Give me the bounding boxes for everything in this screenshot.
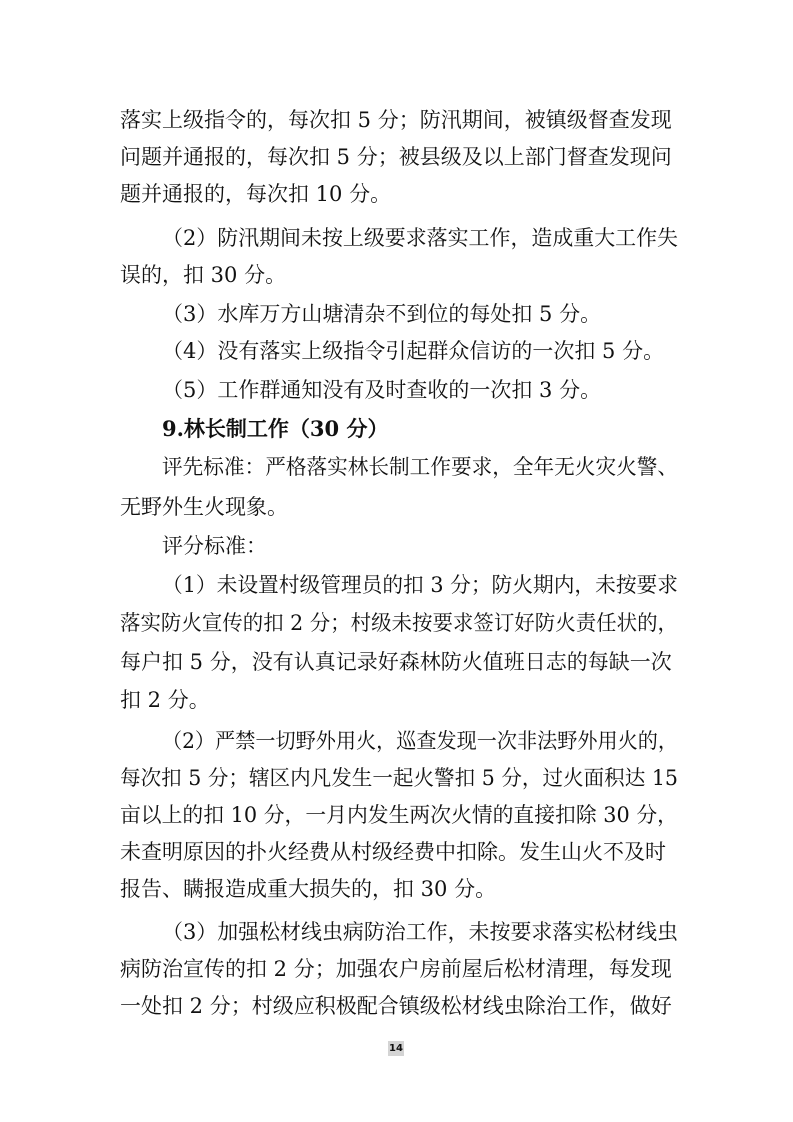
text-line-content: （3）加强松材线虫病防治工作，未按要求落实松材线虫	[162, 920, 678, 944]
text-line-content: 问题并通报的，每次扣 5 分；被县级及以上部门督查发现问	[120, 145, 672, 169]
text-line	[0, 567, 793, 603]
text-line-content: 每次扣 5 分；辖区内凡发生一起火警扣 5 分，过火面积达 15	[120, 766, 678, 790]
text-line-content: （2）防汛期间未按上级要求落实工作，造成重大工作失	[162, 226, 678, 250]
text-line	[0, 644, 793, 680]
text-line-content: （3）水库万方山塘清杂不到位的每处扣 5 分。	[162, 302, 602, 326]
text-line	[0, 372, 793, 408]
text-line	[0, 257, 793, 293]
text-line-content: 每户扣 5 分，没有认真记录好森林防火值班日志的每缺一次	[120, 650, 672, 674]
page-number: 14	[389, 1043, 403, 1054]
text-line-content: （5）工作群通知没有及时查收的一次扣 3 分。	[162, 378, 602, 402]
text-line	[0, 139, 793, 175]
text-line	[0, 220, 793, 256]
text-line	[0, 834, 793, 870]
section-heading-text: 9.林长制工作（30 分）	[162, 416, 389, 441]
text-line	[0, 797, 793, 833]
text-line	[0, 914, 793, 950]
text-line-content: 题并通报的，每次扣 10 分。	[120, 182, 392, 206]
text-line	[0, 296, 793, 332]
text-line-content: 落实防火宣传的扣 2 分；村级未按要求签订好防火责任状的，	[120, 611, 678, 635]
text-line-content: （4）没有落实上级指令引起群众信访的一次扣 5 分。	[162, 339, 665, 363]
text-line-content: （2）严禁一切野外用火，巡查发现一次非法野外用火的，	[162, 729, 678, 753]
text-line-content: 一处扣 2 分；村级应积极配合镇级松材线虫除治工作，做好	[120, 994, 672, 1018]
text-line-content: 病防治宣传的扣 2 分；加强农户房前屋后松材清理，每发现	[120, 957, 672, 981]
text-line	[0, 102, 793, 138]
text-line	[0, 723, 793, 759]
text-line	[0, 682, 793, 718]
text-line-content: 无野外生火现象。	[120, 495, 288, 519]
text-line-content: 落实上级指令的，每次扣 5 分；防汛期间，被镇级督查发现	[120, 108, 672, 132]
text-line	[0, 951, 793, 987]
text-line	[0, 988, 793, 1024]
text-line	[0, 449, 793, 485]
text-line	[0, 871, 793, 907]
text-line-content: 扣 2 分。	[120, 688, 210, 712]
text-line-content: （1）未设置村级管理员的扣 3 分；防火期内，未按要求	[162, 573, 678, 597]
text-line	[0, 605, 793, 641]
text-line-content: 评先标准：严格落实林长制工作要求，全年无火灾火警、	[162, 455, 678, 479]
text-line-content: 报告、瞒报造成重大损失的，扣 30 分。	[120, 877, 497, 901]
text-line	[0, 489, 793, 525]
text-line	[0, 333, 793, 369]
text-line	[0, 760, 793, 796]
text-line	[0, 176, 793, 212]
section-heading	[0, 411, 793, 447]
text-line	[0, 528, 793, 564]
text-line-content: 亩以上的扣 10 分，一月内发生两次火情的直接扣除 30 分，	[120, 803, 678, 827]
text-line-content: 未查明原因的扑火经费从村级经费中扣除。发生山火不及时	[120, 840, 666, 864]
text-line-content: 评分标准：	[162, 534, 267, 558]
text-line-content: 误的，扣 30 分。	[120, 263, 287, 287]
